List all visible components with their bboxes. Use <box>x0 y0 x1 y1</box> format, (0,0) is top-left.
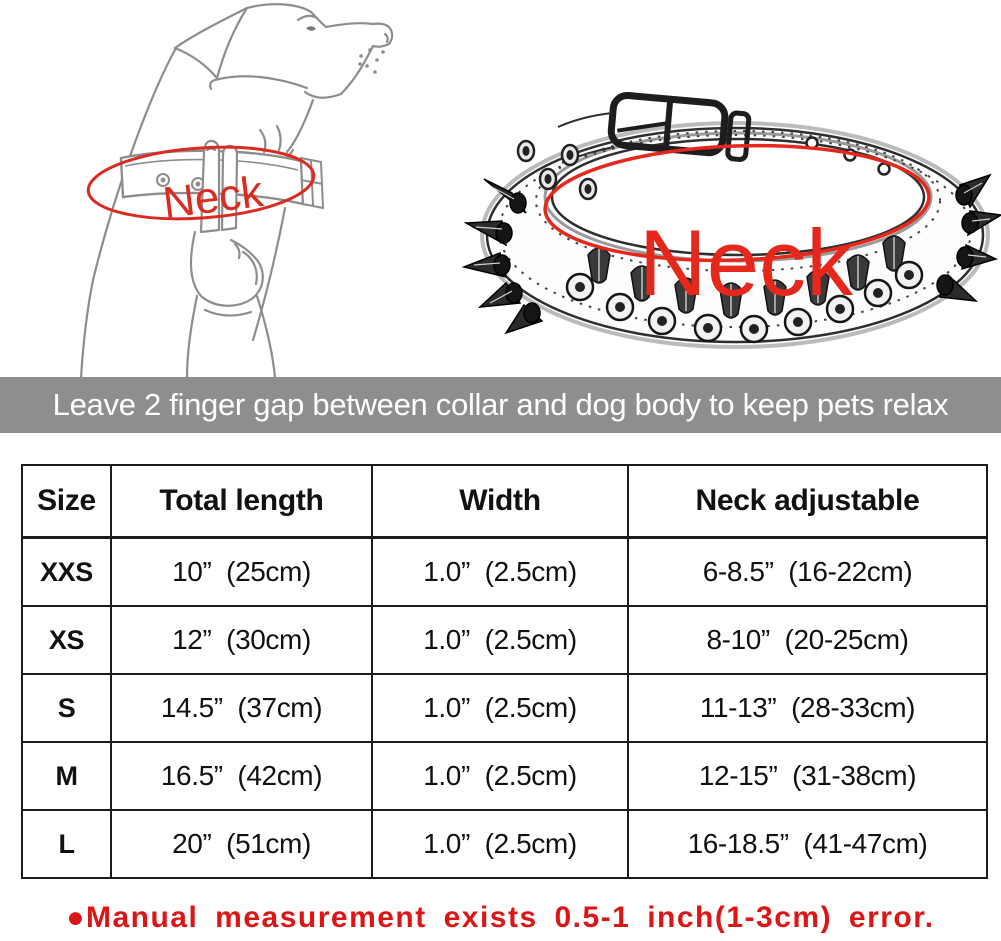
cell-width: 1.0” (2.5cm) <box>372 810 628 878</box>
cell-total-length: 14.5” (37cm) <box>111 674 372 742</box>
collar-neck-label: Neck <box>638 210 854 315</box>
header-width: Width <box>372 465 628 538</box>
cell-size: M <box>22 742 111 810</box>
cell-size: XS <box>22 606 111 674</box>
table-row-l <box>22 810 987 878</box>
dog-neck-label: Neck <box>160 167 266 228</box>
table-row-m <box>22 742 987 810</box>
dog-measurement-sketch <box>55 0 465 380</box>
measurement-error-note <box>0 901 1001 935</box>
cell-neck: 16-18.5” (41-47cm) <box>628 810 987 878</box>
cell-size: L <box>22 810 111 878</box>
cell-neck: 12-15” (31-38cm) <box>628 742 987 810</box>
cell-width: 1.0” (2.5cm) <box>372 742 628 810</box>
header-size: Size <box>22 465 111 538</box>
cell-width: 1.0” (2.5cm) <box>372 538 628 607</box>
cell-neck: 11-13” (28-33cm) <box>628 674 987 742</box>
dog-face-details <box>306 26 385 74</box>
table-row-xxs <box>22 538 987 607</box>
size-table <box>21 464 988 879</box>
measurement-error-note-text: ●Manual measurement exists 0.5-1 inch(1-3cm) error. <box>66 901 935 934</box>
cell-width: 1.0” (2.5cm) <box>372 674 628 742</box>
cell-size: S <box>22 674 111 742</box>
cell-width: 1.0” (2.5cm) <box>372 606 628 674</box>
table-row-xs <box>22 606 987 674</box>
size-table-header-row <box>22 465 987 538</box>
instruction-banner-text: Leave 2 finger gap between collar and dog body to keep pets relax <box>52 387 949 422</box>
cell-neck: 8-10” (20-25cm) <box>628 606 987 674</box>
spiked-collar-illustration <box>462 55 1001 380</box>
header-neck-adjustable: Neck adjustable <box>628 465 987 538</box>
cell-neck: 6-8.5” (16-22cm) <box>628 538 987 607</box>
cell-total-length: 12” (30cm) <box>111 606 372 674</box>
table-row-s <box>22 674 987 742</box>
cell-total-length: 20” (51cm) <box>111 810 372 878</box>
cell-size: XXS <box>22 538 111 607</box>
header-total-length: Total length <box>111 465 372 538</box>
cell-total-length: 16.5” (42cm) <box>111 742 372 810</box>
instruction-banner <box>0 377 1001 433</box>
cell-total-length: 10” (25cm) <box>111 538 372 607</box>
